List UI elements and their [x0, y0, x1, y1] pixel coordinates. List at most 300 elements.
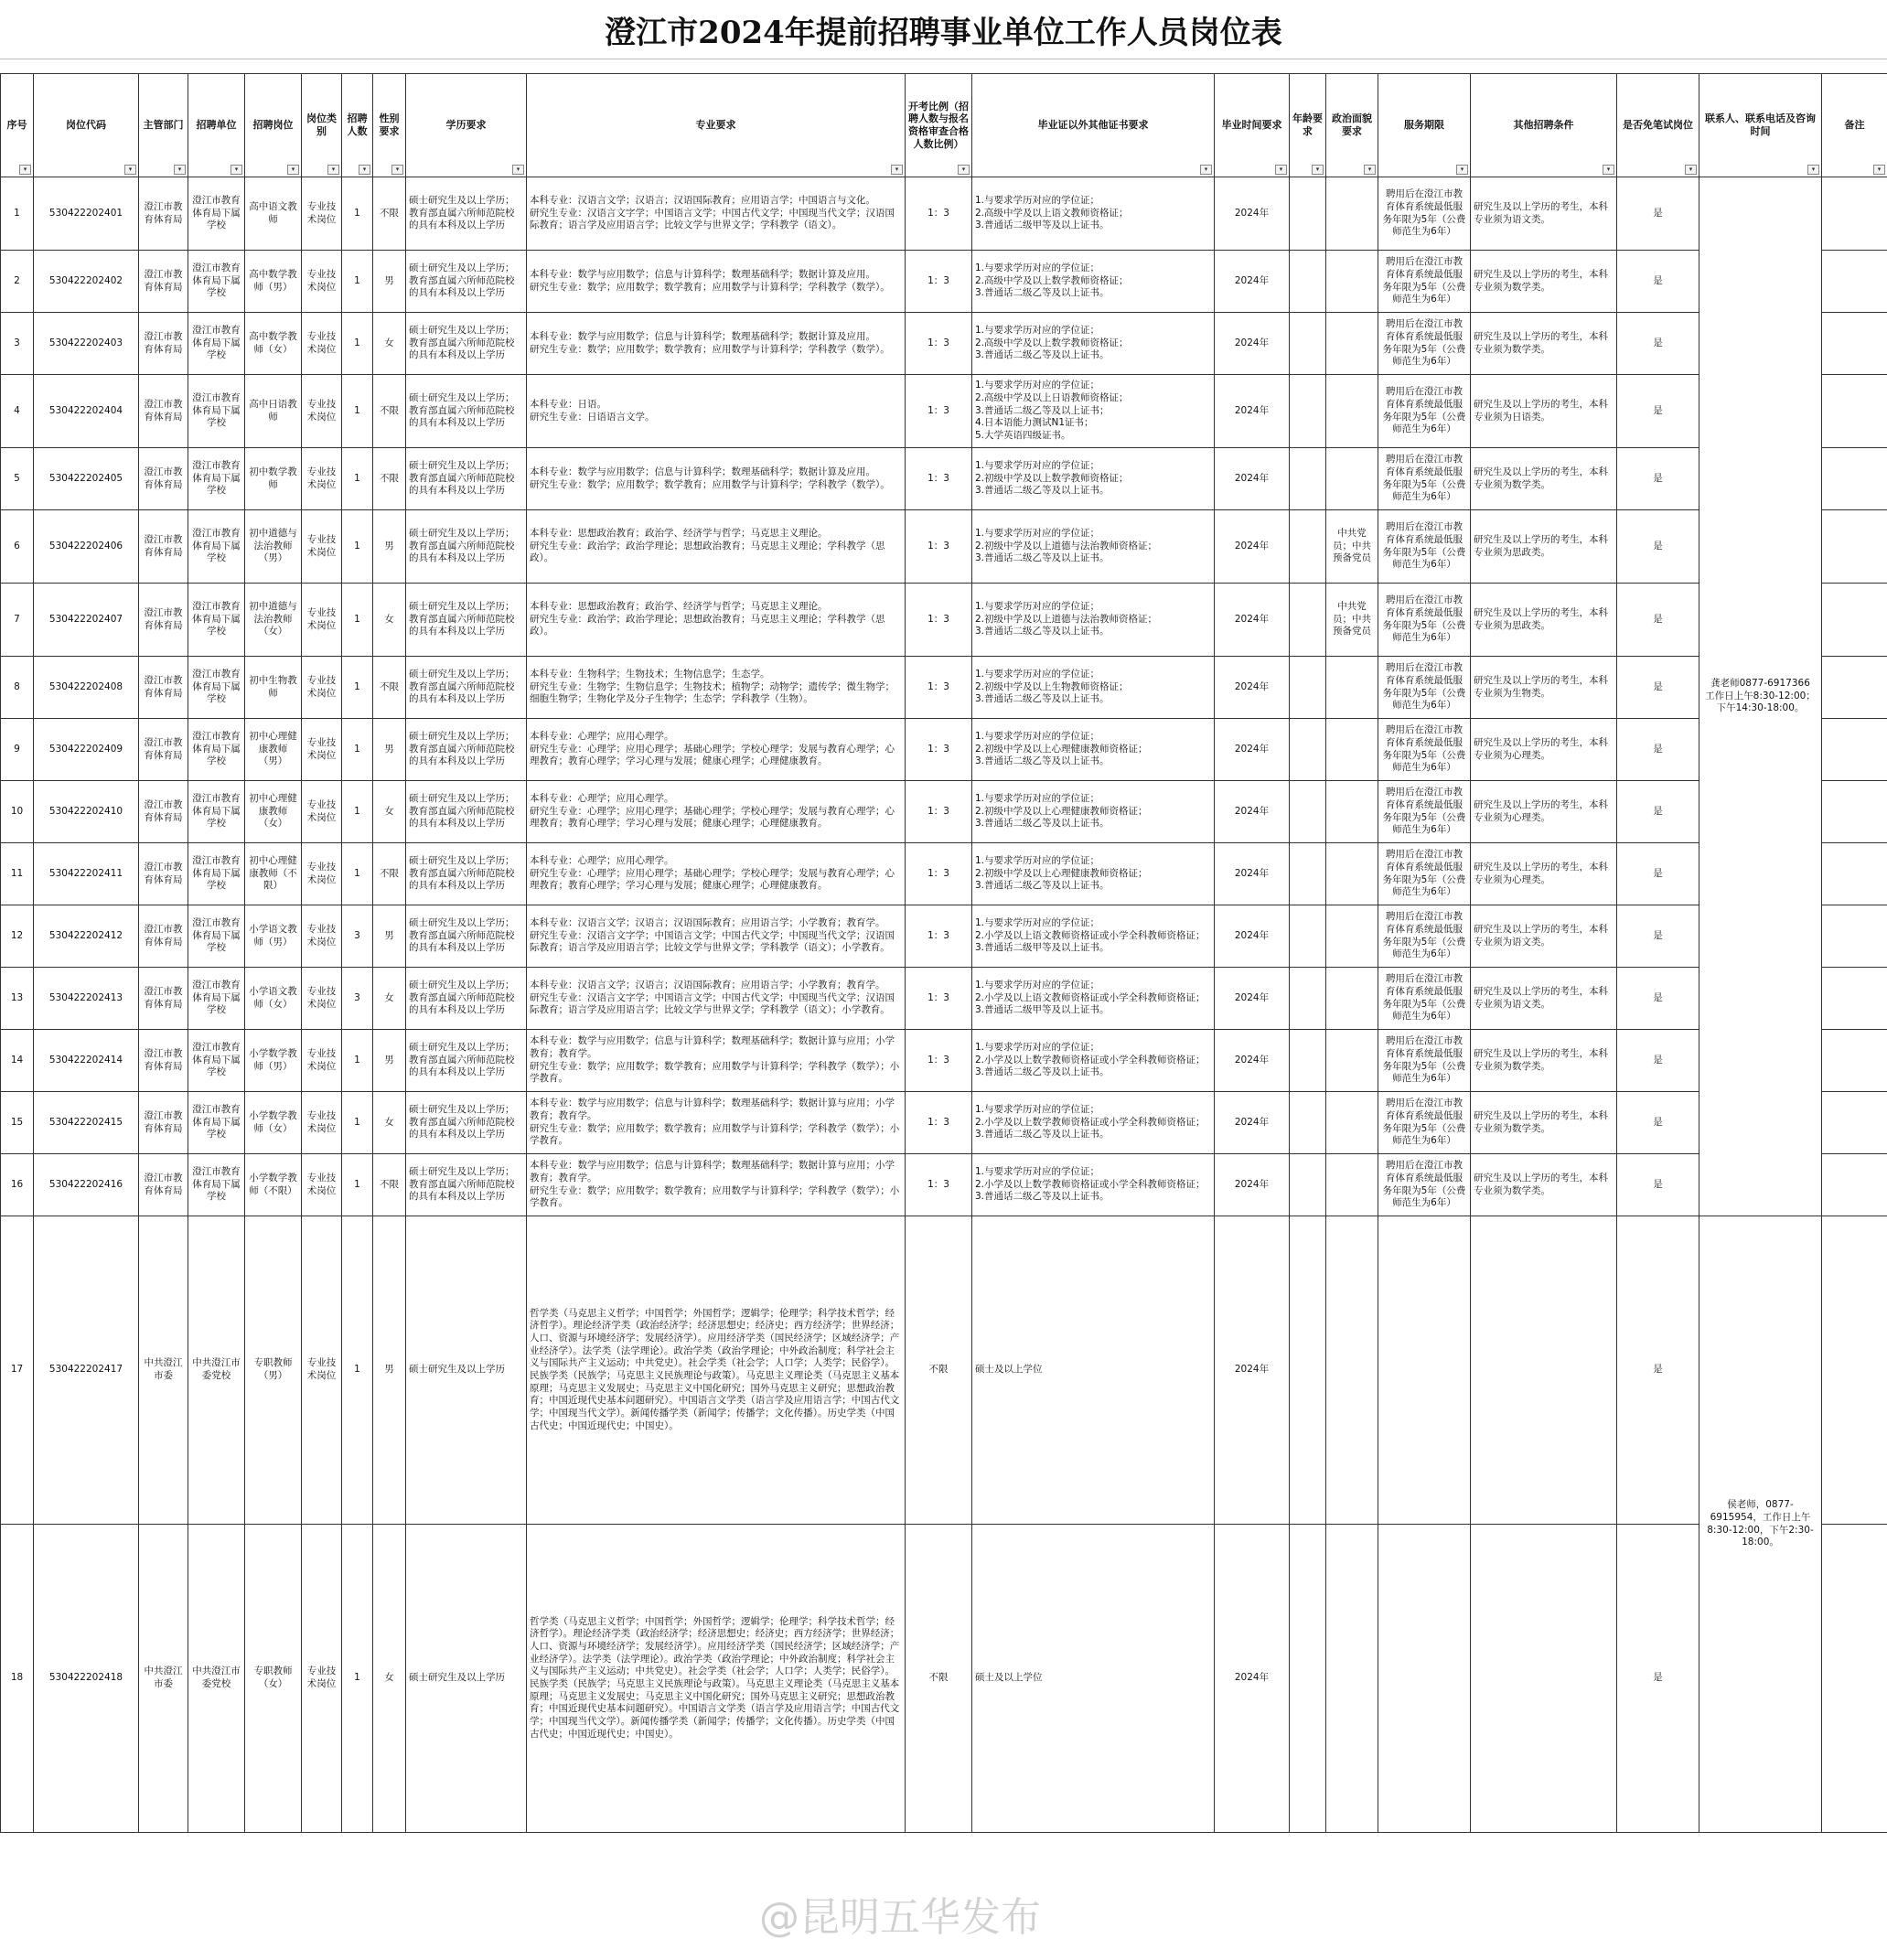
cell-unit: 中共澄江市委党校	[188, 1216, 245, 1525]
cell-sex: 男	[373, 251, 406, 313]
cell-ratio: 1：3	[906, 375, 972, 448]
column-header	[1290, 74, 1326, 177]
cell-grad: 2024年	[1215, 1092, 1290, 1154]
cell-grad: 2024年	[1215, 843, 1290, 905]
filter-dropdown-icon[interactable]: ▾	[287, 165, 299, 175]
cell-dept: 澄江市教育体育局	[139, 1154, 188, 1216]
cell-code: 530422202415	[34, 1092, 139, 1154]
cell-cert: 硕士及以上学位	[972, 1216, 1215, 1525]
cell-other: 研究生及以上学历的考生，本科专业须为思政类。	[1471, 510, 1617, 584]
filter-dropdown-icon[interactable]: ▾	[174, 165, 186, 175]
cell-remark	[1822, 1092, 1887, 1154]
column-header	[1378, 74, 1471, 177]
cell-sex: 不限	[373, 843, 406, 905]
cell-major: 哲学类（马克思主义哲学；中国哲学；外国哲学；逻辑学；伦理学；科学技术哲学；经济哲学）。理论经济学类（政治经济学；经济思想史；经济史；西方经济学；世界经济；人口、资源与环境经济学；发展经济学）。应用经济学类（国民经济学；区域经济学；产业经济学）。法学类（法学理论）。政治学类（政治学理论；中外政治制度；科学社会主义与国际共产主义运动；中共党史）。社会学类（社会学；人口学；人类学；民俗学）。民族学类（民族学；马克思主义民族理论与政策）。马克思主义理论类（马克思主义基本原理；马克思主义发展史；马克思主义中国化研究；国外马克思主义研究；思想政治教育；中国近现代史基本问题研究）。中国语言文学类（语言学及应用语言学；中国古代文学；中国现当代文学）。新闻传播学类（新闻学；传播学；文化传播）。历史学类（中国古代史；中国近现代史；中国史）。	[527, 1216, 906, 1525]
column-header-label: 招聘人数	[347, 112, 368, 137]
cell-other: 研究生及以上学历的考生，本科专业须为日语类。	[1471, 375, 1617, 448]
cell-dept: 澄江市教育体育局	[139, 1092, 188, 1154]
cell-age	[1290, 251, 1326, 313]
filter-dropdown-icon[interactable]: ▾	[391, 165, 403, 175]
cell-remark	[1822, 968, 1887, 1030]
cell-dept: 澄江市教育体育局	[139, 251, 188, 313]
cell-cat: 专业技术岗位	[302, 448, 342, 510]
filter-dropdown-icon[interactable]: ▾	[1456, 165, 1468, 175]
column-header	[406, 74, 527, 177]
cell-num: 1	[342, 251, 373, 313]
cell-pol	[1326, 968, 1378, 1030]
cell-num: 1	[342, 1154, 373, 1216]
cell-edu: 硕士研究生及以上学历；教育部直属六所师范院校的具有本科及以上学历	[406, 1092, 527, 1154]
cell-no: 6	[1, 510, 34, 584]
cell-exempt: 是	[1617, 313, 1699, 375]
cell-no: 14	[1, 1030, 34, 1092]
cell-cat: 专业技术岗位	[302, 510, 342, 584]
column-header-label: 主管部门	[143, 119, 184, 132]
cell-edu: 硕士研究生及以上学历；教育部直属六所师范院校的具有本科及以上学历	[406, 1030, 527, 1092]
cell-exempt: 是	[1617, 510, 1699, 584]
cell-ratio: 1：3	[906, 781, 972, 843]
cell-exempt: 是	[1617, 781, 1699, 843]
cell-sex: 不限	[373, 657, 406, 719]
cell-service: 聘用后在澄江市教育体育系统最低服务年限为5年（公费师范生为6年）	[1378, 781, 1471, 843]
cell-no: 18	[1, 1525, 34, 1833]
contact-cell: 龚老师0877-6917366 工作日上午8:30-12:00；下午14:30-18:00。	[1699, 177, 1822, 1216]
cell-remark	[1822, 657, 1887, 719]
cell-cat: 专业技术岗位	[302, 375, 342, 448]
cell-ratio: 1：3	[906, 177, 972, 251]
cell-service: 聘用后在澄江市教育体育系统最低服务年限为5年（公费师范生为6年）	[1378, 719, 1471, 781]
cell-pol	[1326, 657, 1378, 719]
cell-grad: 2024年	[1215, 968, 1290, 1030]
table-body	[1, 177, 1887, 1833]
cell-cat: 专业技术岗位	[302, 1216, 342, 1525]
cell-post: 小学语文教师（男）	[245, 905, 302, 968]
cell-cat: 专业技术岗位	[302, 1092, 342, 1154]
column-header-label: 岗位代码	[66, 119, 106, 132]
table-row	[1, 1092, 1887, 1154]
filter-dropdown-icon[interactable]: ▾	[1603, 165, 1614, 175]
cell-num: 1	[342, 313, 373, 375]
header-row	[1, 74, 1887, 177]
cell-cat: 专业技术岗位	[302, 657, 342, 719]
column-header	[188, 74, 245, 177]
cell-age	[1290, 1525, 1326, 1833]
cell-major: 本科专业：汉语言文学；汉语言；汉语国际教育；应用语言学；小学教育；教育学。 研究生专业：汉语言文字学；中国语言文学；中国古代文学；中国现当代文学；汉语国际教育；语言学及应用语言学；比较文学与世界文学；学科教学（语文）；小学教育。	[527, 905, 906, 968]
cell-major: 本科专业：数学与应用数学；信息与计算科学；数理基础科学；数据计算及应用。 研究生专业：数学；应用数学；数学教育；应用数学与计算科学；学科教学（数学）。	[527, 251, 906, 313]
column-header-label: 联系人、联系电话及咨询时间	[1705, 112, 1816, 137]
column-header	[139, 74, 188, 177]
cell-pol	[1326, 843, 1378, 905]
cell-post: 高中语文教师	[245, 177, 302, 251]
cell-service: 聘用后在澄江市教育体育系统最低服务年限为5年（公费师范生为6年）	[1378, 843, 1471, 905]
cell-no: 10	[1, 781, 34, 843]
cell-grad: 2024年	[1215, 510, 1290, 584]
column-header-label: 性别要求	[379, 112, 400, 137]
cell-ratio: 不限	[906, 1216, 972, 1525]
cell-ratio: 1：3	[906, 313, 972, 375]
column-header-label: 毕业时间要求	[1221, 119, 1282, 132]
column-header-label: 毕业证以外其他证书要求	[1037, 119, 1149, 132]
cell-other: 研究生及以上学历的考生，本科专业须为语文类。	[1471, 905, 1617, 968]
cell-service: 聘用后在澄江市教育体育系统最低服务年限为5年（公费师范生为6年）	[1378, 584, 1471, 657]
cell-edu: 硕士研究生及以上学历；教育部直属六所师范院校的具有本科及以上学历	[406, 313, 527, 375]
cell-no: 16	[1, 1154, 34, 1216]
cell-code: 530422202410	[34, 781, 139, 843]
cell-cat: 专业技术岗位	[302, 905, 342, 968]
cell-num: 1	[342, 1030, 373, 1092]
cell-major: 本科专业：日语。 研究生专业：日语语言文学。	[527, 375, 906, 448]
cell-edu: 硕士研究生及以上学历；教育部直属六所师范院校的具有本科及以上学历	[406, 905, 527, 968]
cell-cert: 1.与要求学历对应的学位证； 2.小学及以上数学教师资格证或小学全科教师资格证； 3.普通话二级乙等及以上证书。	[972, 1154, 1215, 1216]
cell-pol: 中共党员；中共预备党员	[1326, 584, 1378, 657]
cell-remark	[1822, 510, 1887, 584]
cell-exempt: 是	[1617, 1030, 1699, 1092]
cell-num: 1	[342, 657, 373, 719]
job-table	[0, 73, 1887, 1833]
filter-dropdown-icon[interactable]: ▾	[958, 165, 970, 175]
cell-edu: 硕士研究生及以上学历；教育部直属六所师范院校的具有本科及以上学历	[406, 448, 527, 510]
cell-unit: 澄江市教育体育局下属学校	[188, 1092, 245, 1154]
cell-post: 初中心理健康教师（女）	[245, 781, 302, 843]
cell-no: 4	[1, 375, 34, 448]
table-row	[1, 968, 1887, 1030]
cell-exempt: 是	[1617, 1092, 1699, 1154]
cell-ratio: 1：3	[906, 719, 972, 781]
filter-dropdown-icon[interactable]: ▾	[359, 165, 370, 175]
cell-exempt: 是	[1617, 1154, 1699, 1216]
filter-dropdown-icon[interactable]: ▾	[124, 165, 136, 175]
cell-dept: 澄江市教育体育局	[139, 510, 188, 584]
cell-num: 3	[342, 905, 373, 968]
cell-major: 本科专业：汉语言文学；汉语言；汉语国际教育；应用语言学；中国语言与文化。 研究生专业：汉语言文字学；中国语言文学；中国古代文学；中国现当代文学；汉语国际教育；语言学及应用语言学；比较文学与世界文学；学科教学（语文）。	[527, 177, 906, 251]
cell-code: 530422202411	[34, 843, 139, 905]
cell-service	[1378, 1216, 1471, 1525]
cell-remark	[1822, 313, 1887, 375]
column-header-label: 备注	[1844, 119, 1865, 132]
cell-unit: 澄江市教育体育局下属学校	[188, 510, 245, 584]
column-header-label: 年龄要求	[1292, 112, 1323, 137]
cell-age	[1290, 448, 1326, 510]
cell-grad: 2024年	[1215, 177, 1290, 251]
cell-num: 1	[342, 1525, 373, 1833]
cell-dept: 澄江市教育体育局	[139, 781, 188, 843]
cell-post: 初中道德与法治教师（男）	[245, 510, 302, 584]
table-row	[1, 719, 1887, 781]
cell-cert: 1.与要求学历对应的学位证； 2.高级中学及以上日语教师资格证； 3.普通话二级乙等及以上证书； 4.日本语能力测试N1证书； 5.大学英语四级证书。	[972, 375, 1215, 448]
cell-pol	[1326, 1216, 1378, 1525]
cell-no: 1	[1, 177, 34, 251]
cell-edu: 硕士研究生及以上学历；教育部直属六所师范院校的具有本科及以上学历	[406, 177, 527, 251]
cell-cert: 1.与要求学历对应的学位证； 2.小学及以上数学教师资格证或小学全科教师资格证； 3.普通话二级乙等及以上证书。	[972, 1092, 1215, 1154]
cell-age	[1290, 313, 1326, 375]
cell-sex: 男	[373, 1216, 406, 1525]
cell-remark	[1822, 843, 1887, 905]
cell-other: 研究生及以上学历的考生，本科专业须为数学类。	[1471, 313, 1617, 375]
cell-unit: 中共澄江市委党校	[188, 1525, 245, 1833]
cell-edu: 硕士研究生及以上学历；教育部直属六所师范院校的具有本科及以上学历	[406, 510, 527, 584]
cell-pol	[1326, 251, 1378, 313]
cell-grad: 2024年	[1215, 1030, 1290, 1092]
cell-num: 1	[342, 177, 373, 251]
cell-ratio: 1：3	[906, 510, 972, 584]
cell-cert: 1.与要求学历对应的学位证； 2.高级中学及以上语文教师资格证； 3.普通话二级甲等及以上证书。	[972, 177, 1215, 251]
cell-cat: 专业技术岗位	[302, 1030, 342, 1092]
cell-other: 研究生及以上学历的考生，本科专业须为心理类。	[1471, 719, 1617, 781]
cell-cert: 1.与要求学历对应的学位证； 2.初级中学及以上道德与法治教师资格证； 3.普通话二级乙等及以上证书。	[972, 584, 1215, 657]
cell-code: 530422202406	[34, 510, 139, 584]
cell-no: 5	[1, 448, 34, 510]
cell-sex: 女	[373, 781, 406, 843]
cell-exempt: 是	[1617, 448, 1699, 510]
cell-ratio: 1：3	[906, 448, 972, 510]
cell-service: 聘用后在澄江市教育体育系统最低服务年限为5年（公费师范生为6年）	[1378, 375, 1471, 448]
cell-unit: 澄江市教育体育局下属学校	[188, 375, 245, 448]
filter-dropdown-icon[interactable]: ▾	[1275, 165, 1287, 175]
cell-exempt: 是	[1617, 1525, 1699, 1833]
cell-remark	[1822, 584, 1887, 657]
cell-unit: 澄江市教育体育局下属学校	[188, 843, 245, 905]
column-header	[527, 74, 906, 177]
column-header	[245, 74, 302, 177]
cell-age	[1290, 1030, 1326, 1092]
cell-num: 1	[342, 1092, 373, 1154]
cell-pol	[1326, 1092, 1378, 1154]
cell-major: 本科专业：数学与应用数学；信息与计算科学；数理基础科学；数据计算及应用。 研究生专业：数学；应用数学；数学教育；应用数学与计算科学；学科教学（数学）。	[527, 313, 906, 375]
cell-major: 本科专业：思想政治教育；政治学、经济学与哲学；马克思主义理论。 研究生专业：政治学；政治学理论；思想政治教育；马克思主义理论；学科教学（思政）。	[527, 510, 906, 584]
cell-post: 专职教师（男）	[245, 1216, 302, 1525]
cell-no: 13	[1, 968, 34, 1030]
cell-pol: 中共党员；中共预备党员	[1326, 510, 1378, 584]
cell-post: 初中心理健康教师（不限）	[245, 843, 302, 905]
cell-code: 530422202409	[34, 719, 139, 781]
cell-age	[1290, 375, 1326, 448]
cell-age	[1290, 968, 1326, 1030]
table-row	[1, 1216, 1887, 1525]
cell-service: 聘用后在澄江市教育体育系统最低服务年限为5年（公费师范生为6年）	[1378, 1154, 1471, 1216]
page-title: 澄江市2024年提前招聘事业单位工作人员岗位表	[0, 0, 1887, 59]
cell-cert: 1.与要求学历对应的学位证； 2.初级中学及以上心理健康教师资格证； 3.普通话二级乙等及以上证书。	[972, 719, 1215, 781]
cell-sex: 男	[373, 1030, 406, 1092]
cell-major: 本科专业：数学与应用数学；信息与计算科学；数理基础科学；数据计算及应用。 研究生专业：数学；应用数学；数学教育；应用数学与计算科学；学科教学（数学）。	[527, 448, 906, 510]
column-header	[1699, 74, 1822, 177]
cell-post: 专职教师（女）	[245, 1525, 302, 1833]
cell-edu: 硕士研究生及以上学历	[406, 1525, 527, 1833]
column-header-label: 开考比例（招聘人数与报名资格审查合格人数比例）	[908, 100, 969, 150]
cell-cat: 专业技术岗位	[302, 719, 342, 781]
column-header	[1326, 74, 1378, 177]
cell-grad: 2024年	[1215, 781, 1290, 843]
cell-service: 聘用后在澄江市教育体育系统最低服务年限为5年（公费师范生为6年）	[1378, 448, 1471, 510]
cell-sex: 不限	[373, 375, 406, 448]
cell-num: 1	[342, 510, 373, 584]
cell-other: 研究生及以上学历的考生，本科专业须为数学类。	[1471, 1092, 1617, 1154]
column-header-label: 学历要求	[445, 119, 487, 132]
cell-cat: 专业技术岗位	[302, 177, 342, 251]
cell-cert: 1.与要求学历对应的学位证； 2.初级中学及以上心理健康教师资格证； 3.普通话二级乙等及以上证书。	[972, 843, 1215, 905]
cell-sex: 女	[373, 584, 406, 657]
cell-other: 研究生及以上学历的考生，本科专业须为语文类。	[1471, 177, 1617, 251]
cell-no: 11	[1, 843, 34, 905]
cell-num: 1	[342, 375, 373, 448]
cell-ratio: 1：3	[906, 1154, 972, 1216]
cell-sex: 男	[373, 510, 406, 584]
cell-num: 1	[342, 448, 373, 510]
cell-cat: 专业技术岗位	[302, 968, 342, 1030]
cell-dept: 澄江市教育体育局	[139, 584, 188, 657]
cell-edu: 硕士研究生及以上学历；教育部直属六所师范院校的具有本科及以上学历	[406, 251, 527, 313]
column-header-label: 政治面貌要求	[1332, 112, 1372, 137]
cell-service: 聘用后在澄江市教育体育系统最低服务年限为5年（公费师范生为6年）	[1378, 905, 1471, 968]
cell-other	[1471, 1216, 1617, 1525]
cell-code: 530422202408	[34, 657, 139, 719]
cell-unit: 澄江市教育体育局下属学校	[188, 657, 245, 719]
cell-major: 本科专业：数学与应用数学；信息与计算科学；数理基础科学；数据计算与应用；小学教育；教育学。 研究生专业：数学；应用数学；数学教育；应用数学与计算科学；学科教学（数学）；小学教育。	[527, 1030, 906, 1092]
cell-service: 聘用后在澄江市教育体育系统最低服务年限为5年（公费师范生为6年）	[1378, 1030, 1471, 1092]
filter-dropdown-icon[interactable]: ▾	[512, 165, 524, 175]
column-header	[1617, 74, 1699, 177]
cell-code: 530422202403	[34, 313, 139, 375]
cell-remark	[1822, 1030, 1887, 1092]
cell-exempt: 是	[1617, 719, 1699, 781]
cell-ratio: 1：3	[906, 251, 972, 313]
cell-remark	[1822, 1154, 1887, 1216]
cell-no: 2	[1, 251, 34, 313]
cell-code: 530422202404	[34, 375, 139, 448]
cell-code: 530422202412	[34, 905, 139, 968]
cell-post: 初中心理健康教师（男）	[245, 719, 302, 781]
column-header	[972, 74, 1215, 177]
cell-ratio: 1：3	[906, 584, 972, 657]
cell-code: 530422202407	[34, 584, 139, 657]
cell-service: 聘用后在澄江市教育体育系统最低服务年限为5年（公费师范生为6年）	[1378, 251, 1471, 313]
cell-remark	[1822, 1525, 1887, 1833]
cell-remark	[1822, 375, 1887, 448]
cell-pol	[1326, 1525, 1378, 1833]
cell-edu: 硕士研究生及以上学历；教育部直属六所师范院校的具有本科及以上学历	[406, 781, 527, 843]
cell-dept: 澄江市教育体育局	[139, 375, 188, 448]
cell-no: 17	[1, 1216, 34, 1525]
cell-pol	[1326, 781, 1378, 843]
cell-other: 研究生及以上学历的考生，本科专业须为心理类。	[1471, 781, 1617, 843]
cell-sex: 女	[373, 968, 406, 1030]
cell-remark	[1822, 781, 1887, 843]
column-header	[373, 74, 406, 177]
cell-other: 研究生及以上学历的考生，本科专业须为语文类。	[1471, 968, 1617, 1030]
cell-sex: 不限	[373, 448, 406, 510]
cell-grad: 2024年	[1215, 905, 1290, 968]
filter-dropdown-icon[interactable]: ▾	[1200, 165, 1212, 175]
cell-ratio: 1：3	[906, 1030, 972, 1092]
cell-grad: 2024年	[1215, 1216, 1290, 1525]
table-row	[1, 510, 1887, 584]
cell-pol	[1326, 313, 1378, 375]
cell-major: 本科专业：心理学；应用心理学。 研究生专业：心理学；应用心理学；基础心理学；学校心理学；发展与教育心理学；心理教育；教育心理学；学习心理与发展；健康心理学；心理健康教育。	[527, 843, 906, 905]
filter-dropdown-icon[interactable]: ▾	[1312, 165, 1324, 175]
cell-cat: 专业技术岗位	[302, 251, 342, 313]
cell-post: 高中日语教师	[245, 375, 302, 448]
cell-other	[1471, 1525, 1617, 1833]
cell-pol	[1326, 375, 1378, 448]
cell-sex: 不限	[373, 177, 406, 251]
cell-cert: 1.与要求学历对应的学位证； 2.高级中学及以上数学教师资格证； 3.普通话二级乙等及以上证书。	[972, 251, 1215, 313]
table-row	[1, 584, 1887, 657]
cell-grad: 2024年	[1215, 375, 1290, 448]
cell-code: 530422202418	[34, 1525, 139, 1833]
filter-dropdown-icon[interactable]: ▾	[891, 165, 903, 175]
cell-service: 聘用后在澄江市教育体育系统最低服务年限为5年（公费师范生为6年）	[1378, 968, 1471, 1030]
cell-other: 研究生及以上学历的考生，本科专业须为思政类。	[1471, 584, 1617, 657]
cell-edu: 硕士研究生及以上学历；教育部直属六所师范院校的具有本科及以上学历	[406, 657, 527, 719]
table-row	[1, 781, 1887, 843]
cell-dept: 澄江市教育体育局	[139, 968, 188, 1030]
column-header	[1, 74, 34, 177]
cell-unit: 澄江市教育体育局下属学校	[188, 905, 245, 968]
cell-cert: 1.与要求学历对应的学位证； 2.高级中学及以上数学教师资格证； 3.普通话二级乙等及以上证书。	[972, 313, 1215, 375]
filter-dropdown-icon[interactable]: ▾	[1873, 165, 1885, 175]
cell-unit: 澄江市教育体育局下属学校	[188, 177, 245, 251]
cell-exempt: 是	[1617, 251, 1699, 313]
cell-major: 本科专业：生物科学；生物技术；生物信息学；生态学。 研究生专业：生物学；生物信息学；生物技术；植物学；动物学；遗传学；微生物学；细胞生物学；生物化学及分子生物学；生态学；学科教学（生物）。	[527, 657, 906, 719]
filter-dropdown-icon[interactable]: ▾	[1807, 165, 1819, 175]
cell-other: 研究生及以上学历的考生，本科专业须为数学类。	[1471, 1154, 1617, 1216]
column-header	[34, 74, 139, 177]
cell-cert: 1.与要求学历对应的学位证； 2.初级中学及以上生物教师资格证； 3.普通话二级乙等及以上证书。	[972, 657, 1215, 719]
cell-cert: 1.与要求学历对应的学位证； 2.初级中学及以上数学教师资格证； 3.普通话二级乙等及以上证书。	[972, 448, 1215, 510]
cell-major: 本科专业：心理学；应用心理学。 研究生专业：心理学；应用心理学；基础心理学；学校心理学；发展与教育心理学；心理教育；教育心理学；学习心理与发展；健康心理学；心理健康教育。	[527, 781, 906, 843]
cell-num: 1	[342, 1216, 373, 1525]
cell-cat: 专业技术岗位	[302, 1525, 342, 1833]
filter-dropdown-icon[interactable]: ▾	[327, 165, 339, 175]
cell-post: 小学数学教师（不限）	[245, 1154, 302, 1216]
cell-dept: 中共澄江市委	[139, 1525, 188, 1833]
cell-num: 1	[342, 843, 373, 905]
filter-dropdown-icon[interactable]: ▾	[1364, 165, 1376, 175]
cell-num: 1	[342, 584, 373, 657]
cell-no: 7	[1, 584, 34, 657]
column-header	[1471, 74, 1617, 177]
table-row	[1, 843, 1887, 905]
cell-dept: 澄江市教育体育局	[139, 719, 188, 781]
cell-ratio: 1：3	[906, 657, 972, 719]
cell-code: 530422202402	[34, 251, 139, 313]
table-row	[1, 1154, 1887, 1216]
filter-dropdown-icon[interactable]: ▾	[231, 165, 242, 175]
cell-code: 530422202405	[34, 448, 139, 510]
cell-code: 530422202416	[34, 1154, 139, 1216]
cell-age	[1290, 905, 1326, 968]
cell-edu: 硕士研究生及以上学历	[406, 1216, 527, 1525]
cell-cat: 专业技术岗位	[302, 781, 342, 843]
table-row	[1, 375, 1887, 448]
cell-exempt: 是	[1617, 1216, 1699, 1525]
filter-dropdown-icon[interactable]: ▾	[19, 165, 31, 175]
cell-age	[1290, 510, 1326, 584]
cell-other: 研究生及以上学历的考生，本科专业须为心理类。	[1471, 843, 1617, 905]
cell-no: 8	[1, 657, 34, 719]
cell-num: 1	[342, 719, 373, 781]
cell-code: 530422202413	[34, 968, 139, 1030]
column-header-label: 岗位类别	[306, 112, 337, 137]
cell-cert: 1.与要求学历对应的学位证； 2.初级中学及以上道德与法治教师资格证； 3.普通话二级乙等及以上证书。	[972, 510, 1215, 584]
cell-code: 530422202401	[34, 177, 139, 251]
cell-exempt: 是	[1617, 177, 1699, 251]
cell-num: 3	[342, 968, 373, 1030]
table-row	[1, 1525, 1887, 1833]
column-header	[1215, 74, 1290, 177]
cell-remark	[1822, 177, 1887, 251]
filter-dropdown-icon[interactable]: ▾	[1685, 165, 1697, 175]
cell-no: 3	[1, 313, 34, 375]
